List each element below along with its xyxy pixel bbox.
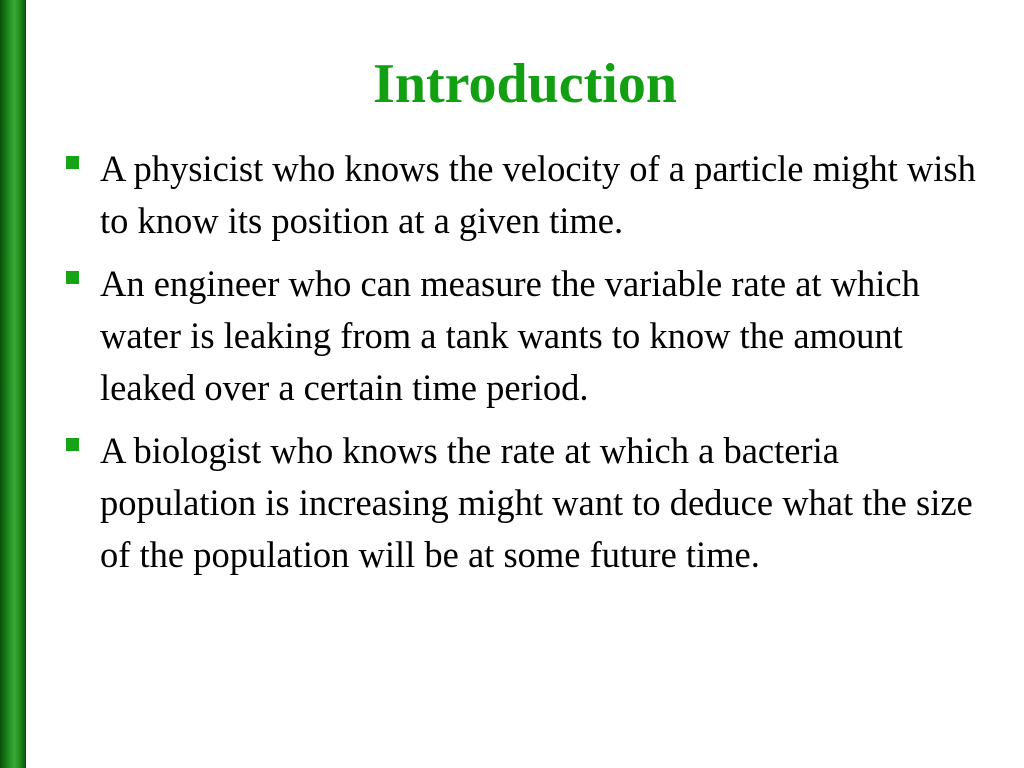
bullet-text: A physicist who knows the velocity of a particle might wish to know its position at a given time. xyxy=(100,148,976,241)
bullet-text: A biologist who knows the rate at which a bacteria population is increasing might want to deduce what the size of the population will be at some future time. xyxy=(100,430,973,575)
square-bullet-icon xyxy=(66,156,79,169)
decorative-sidebar xyxy=(0,0,26,768)
slide-title: Introduction xyxy=(373,53,677,115)
square-bullet-icon xyxy=(66,438,79,451)
bullet-list xyxy=(66,143,996,592)
square-bullet-icon xyxy=(66,271,79,284)
bullet-item xyxy=(66,143,996,247)
bullet-item xyxy=(66,425,996,581)
bullet-text: An engineer who can measure the variable rate at which water is leaking from a tank wants to know the amount leaked over a certain time period. xyxy=(100,263,920,408)
bullet-item xyxy=(66,258,996,414)
